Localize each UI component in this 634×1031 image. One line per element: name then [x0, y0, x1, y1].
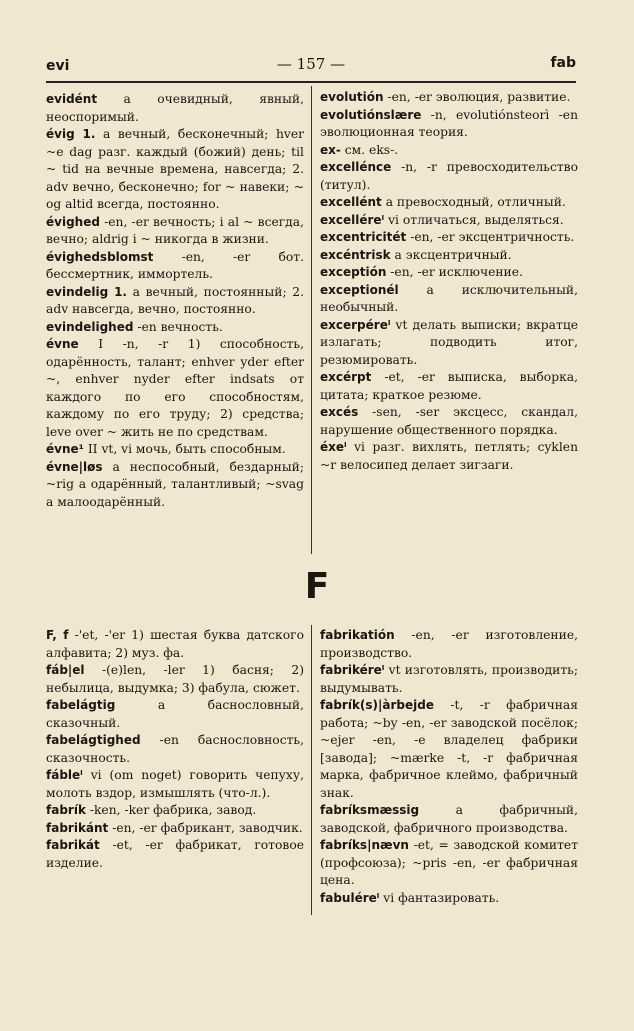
dictionary-entry	[46, 336, 304, 441]
definition: a фабричный, заводской, фабричного производства.	[320, 803, 578, 835]
dictionary-entry	[46, 732, 304, 767]
definition: II vt, vi мочь, быть способным.	[83, 442, 286, 456]
headword: excérpt	[320, 370, 372, 384]
header-last-word: fab	[550, 55, 576, 71]
header-rule	[46, 81, 576, 83]
dictionary-entry	[320, 107, 578, 142]
header-first-word: evi	[46, 58, 70, 74]
section-letter: F	[304, 566, 330, 607]
definition: vt делать выписки; вкратце излагать; подводить итог, резюмировать.	[320, 317, 578, 367]
headword: évighedsblomst	[46, 249, 154, 264]
definition: -en вечность.	[133, 319, 223, 334]
dictionary-entry	[320, 247, 578, 265]
definition: -en баснословность, сказочность.	[46, 733, 304, 765]
headword: excentricitét	[320, 230, 407, 244]
definition: I -n, -r 1) способность, одарённость, талант; enhver yder efter ~, enhver nyder efter indsats от каждого по его способностям, каждому по его труду; 2) средства; leve over ~ жить не по средствам.	[46, 337, 304, 439]
dictionary-entry	[46, 697, 304, 732]
headword: fabrikatión	[320, 628, 395, 642]
definition: -(e)len, -ler 1) басня; 2) небылица, выдумка; 3) фабула, сюжет.	[46, 663, 304, 695]
headword: fabrikéreˡ	[320, 663, 385, 677]
definition: a очевидный, явный, неоспоримый.	[46, 92, 304, 124]
headword: evidént	[46, 92, 98, 106]
definition: vi отличаться, выделяться.	[384, 212, 564, 227]
definition: -et, = заводской комитет (профсоюза); ~pris -en, -er фабричная цена.	[320, 838, 578, 887]
headword: evolutión	[320, 90, 384, 104]
dictionary-entry	[320, 369, 578, 404]
column-divider-top	[311, 86, 312, 554]
headword: fabelágtighed	[46, 733, 141, 747]
dictionary-entry	[46, 767, 304, 802]
dictionary-entry	[320, 802, 578, 837]
headword: excéntrisk	[320, 247, 391, 262]
headword: fabelágtig	[46, 698, 116, 712]
dictionary-entry	[320, 837, 578, 890]
definition: -en, -er изготовление, производство.	[320, 628, 578, 660]
dictionary-entry	[46, 284, 304, 319]
definition: -en, -er бот. бессмертник, иммортель.	[46, 249, 304, 281]
headword: evindelig 1.	[46, 284, 127, 299]
definition: vi (om noget) говорить чепуху, молоть вздор, измышлять (что-л.).	[46, 768, 304, 800]
headword: fabríksmæssig	[320, 803, 420, 817]
definition: -n, -r превосходительство (титул).	[320, 160, 578, 192]
definition: vi разг. вихлять, петлять; cyklen ~r велосипед делает зигзаги.	[320, 440, 578, 472]
dictionary-entry	[320, 212, 578, 230]
dictionary-entry	[320, 317, 578, 370]
headword: exceptionél	[320, 282, 399, 297]
dictionary-entry	[320, 89, 578, 107]
headword: F, f	[46, 628, 69, 642]
dictionary-entry	[46, 441, 304, 459]
definition: -en, -er вечность; i al ~ всегда, вечно; aldrig i ~ никогда в жизни.	[46, 214, 304, 246]
dictionary-entry	[320, 194, 578, 212]
dictionary-entry	[320, 890, 578, 908]
dictionary-entry	[46, 837, 304, 872]
definition: a исключительный, необычный.	[320, 282, 578, 314]
column-left-top	[46, 91, 304, 511]
dictionary-entry	[46, 91, 304, 126]
headword: fabrikát	[46, 838, 100, 852]
definition: a неспособный, бездарный; ~rig a одарённый, талантливый; ~svag a малоодарённый.	[46, 459, 304, 509]
page-number: — 157 —	[276, 55, 346, 73]
headword: évne|løs	[46, 459, 103, 474]
headword: fáb|el	[46, 663, 85, 677]
headword: fabríks|nævn	[320, 838, 409, 852]
headword: excellént	[320, 195, 382, 209]
definition: -n, evolutiónsteorì -en эволюционная теория.	[320, 107, 578, 139]
dictionary-entry	[46, 627, 304, 662]
column-right-top	[320, 89, 578, 474]
dictionary-entry	[46, 126, 304, 214]
definition: -ken, -ker фабрика, завод.	[85, 803, 257, 817]
headword: éxeˡ	[320, 440, 347, 454]
dictionary-entry	[320, 159, 578, 194]
definition: -en, -er эксцентричность.	[406, 230, 575, 244]
column-divider-bottom	[311, 625, 312, 915]
dictionary-entry	[46, 802, 304, 820]
dictionary-entry	[46, 319, 304, 337]
headword: fábleˡ	[46, 768, 83, 782]
definition: -'et, -'er 1) шестая буква датского алфавита; 2) муз. фа.	[46, 628, 304, 660]
dictionary-entry	[320, 404, 578, 439]
headword: fabuléreˡ	[320, 890, 380, 905]
definition: vt изготовлять, производить; выдумывать.	[320, 663, 578, 695]
dictionary-entry	[320, 662, 578, 697]
headword: évighed	[46, 214, 100, 229]
headword: évne¹	[46, 442, 84, 456]
headword: évne	[46, 337, 79, 351]
dictionary-entry	[46, 214, 304, 249]
dictionary-entry	[320, 282, 578, 317]
definition: -en, -er исключение.	[386, 265, 523, 279]
column-right-bottom	[320, 627, 578, 907]
dictionary-entry	[320, 439, 578, 474]
dictionary-entry	[320, 229, 578, 247]
definition: vi фантазировать.	[379, 890, 500, 905]
definition: -en, -er эволюция, развитие.	[383, 90, 571, 104]
dictionary-entry	[320, 697, 578, 802]
definition: -t, -r фабричная работа; ~by -en, -er заводской посёлок; ~ejer -en, -e владелец фабрики [завода]; ~mærke -t, -r фабричная марка, фабричное клеймо, фабричный знак.	[320, 698, 578, 800]
dictionary-entry	[320, 627, 578, 662]
headword: excerpéreˡ	[320, 317, 391, 332]
definition: -en, -er фабрикант, заводчик.	[108, 820, 303, 835]
headword: evolutiónslære	[320, 107, 422, 122]
headword: ex-	[320, 142, 341, 157]
dictionary-entry	[320, 264, 578, 282]
dictionary-entry	[320, 142, 578, 160]
headword: exceptión	[320, 265, 387, 279]
definition: см. eks-.	[340, 142, 399, 157]
definition: -sen, -ser эксцесс, скандал, нарушение общественного порядка.	[320, 405, 578, 437]
definition: -et, -er выписка, выборка, цитата; краткое резюме.	[320, 370, 578, 402]
headword: fabrík	[46, 803, 86, 817]
dictionary-entry	[46, 820, 304, 838]
definition: a превосходный, отличный.	[381, 195, 566, 209]
headword: evindelighed	[46, 319, 134, 334]
headword: évig 1.	[46, 127, 96, 141]
definition: -et, -er фабрикат, готовое изделие.	[46, 838, 304, 870]
headword: excellénce	[320, 160, 392, 174]
definition: a вечный, постоянный; 2. adv навсегда, вечно, постоянно.	[46, 284, 304, 316]
dictionary-entry	[46, 662, 304, 697]
definition: a вечный, бесконечный; hver ~e dag разг. каждый (божий) день; til ~ tid на вечные времена, навсегда; 2. adv вечно, бесконечно; for ~ навеки; ~ og altid всегда, постоянно.	[46, 127, 304, 211]
dictionary-entry	[46, 459, 304, 512]
page-header	[46, 55, 576, 79]
definition: a эксцентричный.	[390, 247, 512, 262]
headword: fabrikánt	[46, 820, 109, 835]
headword: excés	[320, 405, 359, 419]
definition: a баснословный, сказочный.	[46, 698, 304, 730]
column-left-bottom	[46, 627, 304, 872]
dictionary-entry	[46, 249, 304, 284]
headword: excelléreˡ	[320, 212, 385, 227]
headword: fabrík(s)|àrbejde	[320, 698, 434, 712]
